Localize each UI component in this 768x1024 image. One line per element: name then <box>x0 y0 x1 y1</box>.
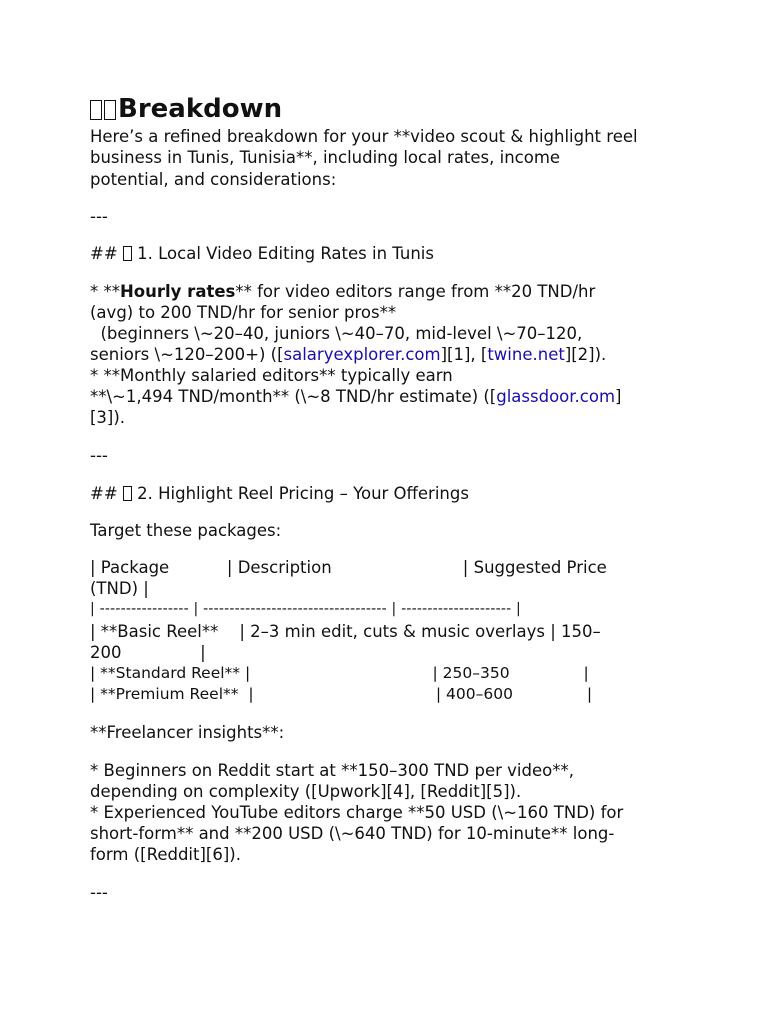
page-title-text: Breakdown <box>118 94 283 124</box>
rates-line: (beginners \~20–40, juniors \~40–70, mid-level \~70–120, <box>90 324 583 343</box>
insight-line: * Beginners on Reddit start at **150–300 TND per video**, <box>90 761 574 780</box>
table-line: | ----------------- | ----------------------------------- | --------------------- | <box>90 601 521 617</box>
table-line: | **Standard Reel** | | 250–350 | <box>90 664 589 682</box>
section1-heading: ## 1. Local Video Editing Rates in Tunis <box>90 244 434 263</box>
estimate-line: **\~1,494 TND/month** (\~8 TND/hr estimate) ([glassdoor.com] <box>90 387 622 406</box>
insights-title: **Freelancer insights**: <box>90 723 285 742</box>
missing-glyph-icon <box>104 100 116 120</box>
table-line: (TND) | <box>90 579 149 598</box>
seniors-line: seniors \~120–200+) ([salaryexplorer.com][1], [twine.net][2]). <box>90 345 607 364</box>
insight-line: short-form** and **200 USD (\~640 TND) for 10-minute** long- <box>90 824 615 843</box>
insight-line: * Experienced YouTube editors charge **50 USD (\~160 TND) for <box>90 803 624 822</box>
section2-heading: ## 2. Highlight Reel Pricing – Your Offerings <box>90 484 469 503</box>
rates-line: (avg) to 200 TND/hr for senior pros** <box>90 303 397 322</box>
twine-link[interactable]: twine.net <box>487 345 565 364</box>
salaryexplorer-link[interactable]: salaryexplorer.com <box>283 345 441 364</box>
separator: --- <box>90 446 108 465</box>
intro-line: Here’s a refined breakdown for your **video scout & highlight reel <box>90 127 638 146</box>
target-line: Target these packages: <box>90 521 282 540</box>
table-line: | **Premium Reel** | | 400–600 | <box>90 685 593 703</box>
missing-glyph-icon <box>123 486 132 501</box>
reference-line: [3]). <box>90 408 126 427</box>
table-line: 200 | <box>90 643 206 662</box>
page-title <box>90 92 282 126</box>
monthly-line: * **Monthly salaried editors** typically earn <box>90 366 453 385</box>
glassdoor-link[interactable]: glassdoor.com <box>496 387 616 406</box>
intro-line: business in Tunis, Tunisia**, including local rates, income <box>90 148 561 167</box>
intro-line: potential, and considerations: <box>90 170 337 189</box>
insight-line: depending on complexity ([Upwork][4], [Reddit][5]). <box>90 782 522 801</box>
table-line: | **Basic Reel** | 2–3 min edit, cuts & music overlays | 150– <box>90 622 601 641</box>
missing-glyph-icon <box>123 246 132 261</box>
separator: --- <box>90 207 108 226</box>
table-line: | Package | Description | Suggested Price <box>90 558 607 577</box>
separator: --- <box>90 883 108 902</box>
hourly-rates-line: * **Hourly rates** for video editors range from **20 TND/hr <box>90 282 596 301</box>
missing-glyph-icon <box>90 100 102 120</box>
insight-line: form ([Reddit][6]). <box>90 845 241 864</box>
